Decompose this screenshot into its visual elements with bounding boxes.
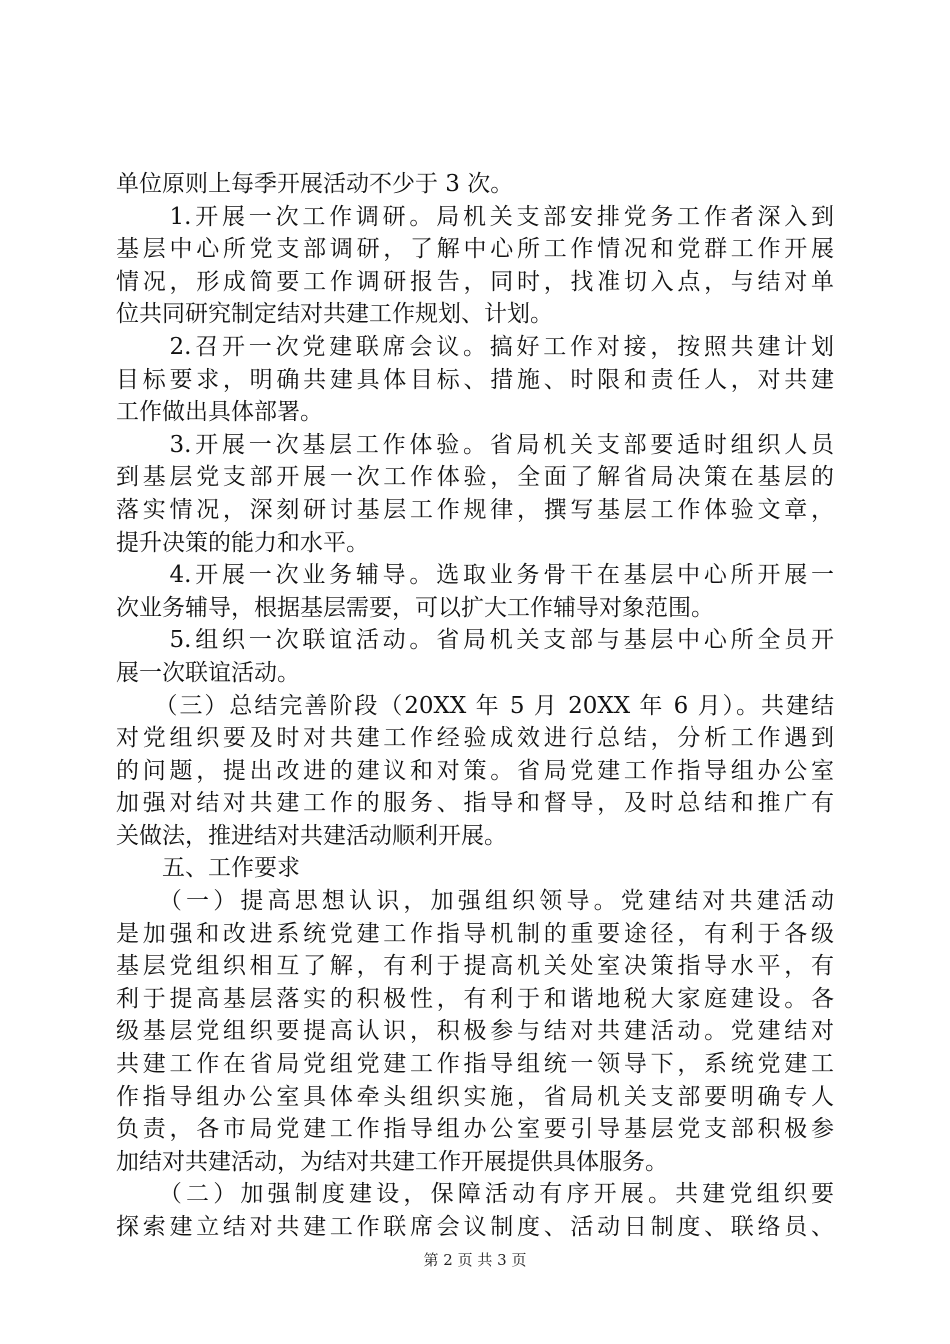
body-line: 负责，各市局党建工作指导组办公室要引导基层党支部积极参: [116, 1116, 834, 1143]
body-line: 是加强和改进系统党建工作指导机制的重要途径，有利于各级: [116, 920, 834, 947]
body-line: （一）提高思想认识，加强组织领导。党建结对共建活动: [116, 888, 834, 915]
body-line: 单位原则上每季开展活动不少于 3 次。: [116, 171, 514, 197]
body-line: 的问题，提出改进的建议和对策。省局党建工作指导组办公室: [116, 757, 834, 784]
body-line: 作指导组办公室具体牵头组织实施，省局机关支部要明确专人: [116, 1083, 834, 1110]
body-line: 级基层党组织要提高认识，积极参与结对共建活动。党建结对: [116, 1018, 834, 1045]
page-footer: 第 2 页 共 3 页: [423, 1251, 527, 1269]
body-line: 目标要求，明确共建具体目标、措施、时限和责任人，对共建: [116, 366, 834, 393]
body-line: 4.开展一次业务辅导。选取业务骨干在基层中心所开展一: [116, 562, 834, 589]
body-line: （二）加强制度建设，保障活动有序开展。共建党组织要: [116, 1181, 834, 1208]
body-line: 探索建立结对共建工作联席会议制度、活动日制度、联络员、: [116, 1214, 834, 1240]
body-line: 情况，形成简要工作调研报告，同时，找准切入点，与结对单: [116, 268, 834, 295]
body-line: 展一次联谊活动。: [116, 659, 300, 686]
body-line: 加强对结对共建工作的服务、指导和督导，及时总结和推广有: [116, 790, 834, 817]
body-line: 5.组织一次联谊活动。省局机关支部与基层中心所全员开: [116, 627, 834, 654]
body-line: 位共同研究制定结对共建工作规划、计划。: [116, 301, 553, 328]
body-line: 对党组织要及时对共建工作经验成效进行总结，分析工作遇到: [116, 725, 834, 752]
body-line: 关做法，推进结对共建活动顺利开展。: [116, 822, 507, 849]
body-line: 1.开展一次工作调研。局机关支部安排党务工作者深入到: [116, 203, 834, 230]
body-line: 基层中心所党支部调研，了解中心所工作情况和党群工作开展: [116, 236, 834, 263]
body-line: 基层党组织相互了解，有利于提高机关处室决策指导水平，有: [116, 953, 834, 980]
body-line: 2.召开一次党建联席会议。搞好工作对接，按照共建计划: [116, 333, 834, 360]
body-line: 到基层党支部开展一次工作体验，全面了解省局决策在基层的: [116, 464, 834, 491]
body-line: 次业务辅导，根据基层需要，可以扩大工作辅导对象范围。: [116, 594, 714, 621]
body-line: 五、工作要求: [116, 855, 300, 882]
body-line: 加结对共建活动，为结对共建工作开展提供具体服务。: [116, 1148, 668, 1175]
body-line: 提升决策的能力和水平。: [116, 529, 369, 556]
body-line: （三）总结完善阶段（20XX 年 5 月 20XX 年 6 月）。共建结: [116, 692, 834, 719]
body-line: 共建工作在省局党组党建工作指导组统一领导下，系统党建工: [116, 1051, 834, 1078]
body-line: 工作做出具体部署。: [116, 399, 323, 426]
body-line: 落实情况，深刻研讨基层工作规律，撰写基层工作体验文章，: [116, 496, 834, 523]
body-line: 利于提高基层落实的积极性，有利于和谐地税大家庭建设。各: [116, 985, 834, 1012]
body-line: 3.开展一次基层工作体验。省局机关支部要适时组织人员: [116, 431, 834, 458]
document-body: [116, 168, 834, 1244]
